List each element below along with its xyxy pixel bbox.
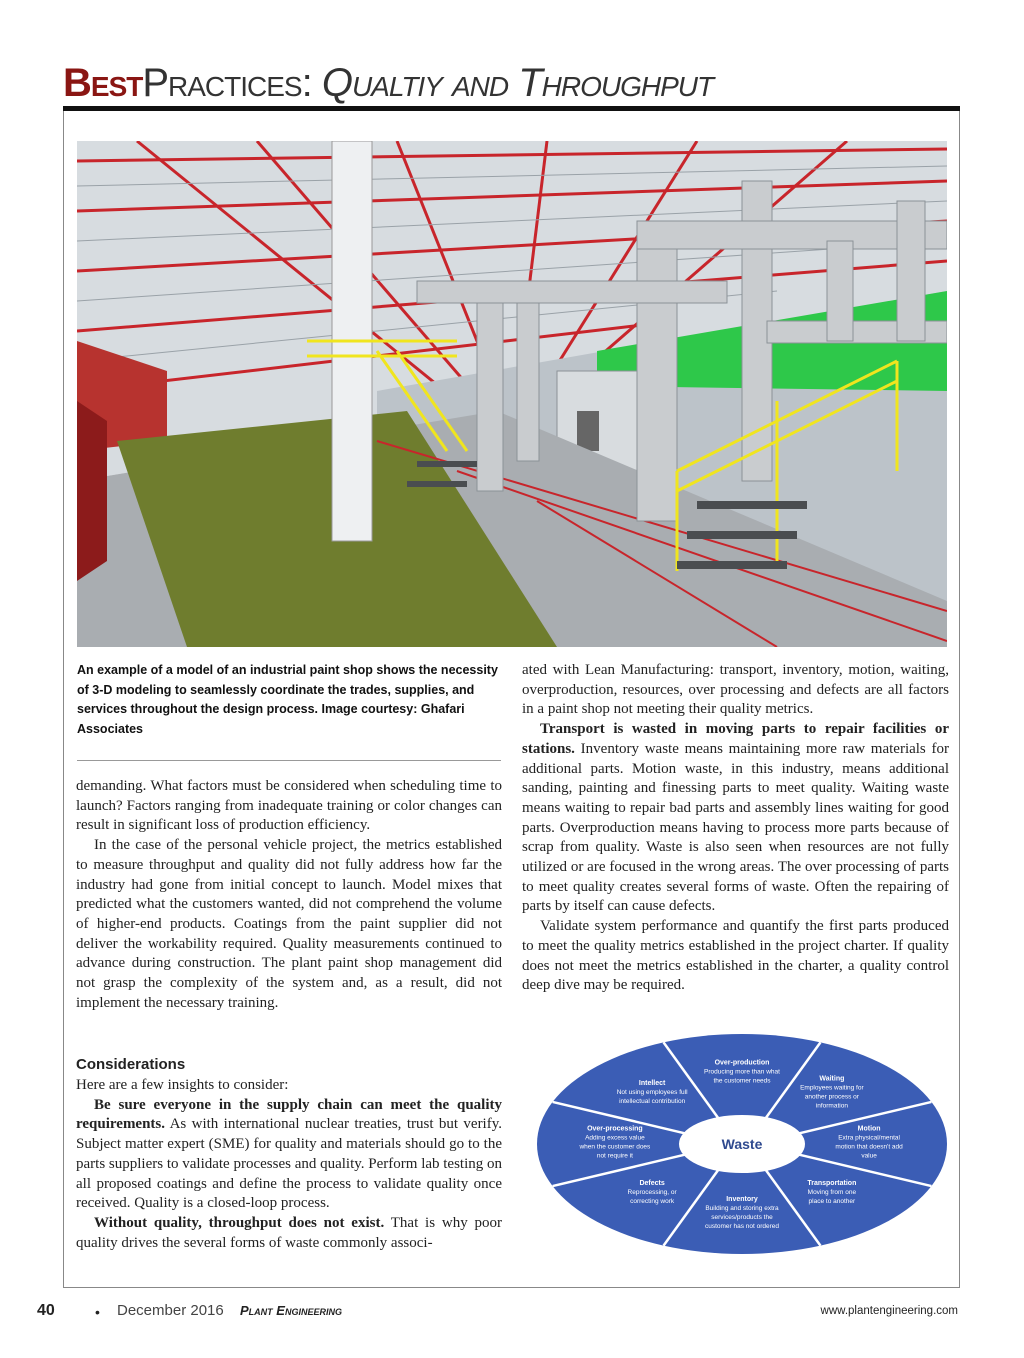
waste-segment-description: information	[815, 1102, 848, 1110]
waste-segment-description: intellectual contribution	[619, 1098, 686, 1106]
waste-segment-title: Motion	[857, 1125, 881, 1133]
waste-segment-title: Inventory	[726, 1195, 758, 1203]
left-column-top	[76, 777, 502, 1013]
paint-shop-photo	[77, 141, 947, 647]
caption-rule	[77, 760, 501, 761]
left-para-5	[76, 1214, 502, 1253]
booth-window	[577, 411, 599, 451]
left-para-5-rest: That is why poor quality drives the several forms of waste commonly associ-	[76, 1214, 502, 1251]
title-rule	[63, 106, 960, 111]
footer-separator: •	[95, 1304, 100, 1320]
left-para-4-bold: Be sure everyone in the supply chain can meet the quality requirements.	[76, 1096, 502, 1133]
left-para-2: In the case of the personal vehicle project, the metrics established to measure throughput and quality did not fully address how far the industry had gone from initial concept to launch. Model mixes that predicted what the customers wanted, did not comprehend the volume of higher-end products. Coatings from the paint supplier did not deliver the workability required. Quality measurements continued to advance during construction. The plant paint shop management did not grasp the complexity of the system and, as a result, did not implement the necessary training.	[76, 837, 502, 1011]
waste-segment-description: motion that doesn't add	[835, 1143, 903, 1151]
footer-url[interactable]: www.plantengineering.com	[820, 1305, 958, 1317]
left-para-1: demanding. What factors must be considered when scheduling time to launch? Factors ranging from inadequate training or color changes can result in significant loss of production efficiency.	[76, 778, 502, 834]
header-brand-rest: Practices:	[142, 61, 322, 105]
footer-magazine: Plant Engineering	[240, 1303, 342, 1318]
waste-segment-description: correcting work	[630, 1197, 675, 1205]
waste-segment-description: customer has not ordered	[704, 1222, 780, 1230]
right-para-2-rest: Inventory waste means maintaining more raw materials for additional parts. Motion waste, in this industry, means additional sanding, painting and finessing parts to meet quality. Waiting waste means waiting to repair bad parts and assembly lines waiting for good parts. Overproduction means having to process more parts because of scrap from quality. Waste is also seen when resources are not fully utilized or are focused in the wrong areas. The over processing of parts to meet quality creates several forms of waste. Often the repairing of parts by itself can cause defects.	[522, 740, 949, 915]
waste-segment-description: Building and storing extra	[705, 1204, 779, 1212]
waste-segment-description: Employees waiting for	[800, 1084, 864, 1092]
left-para-3: Here are a few insights to consider:	[76, 1077, 289, 1093]
waste-segment-description: services/products the	[711, 1213, 773, 1221]
waste-segment-description: Not using employees full	[616, 1089, 688, 1097]
caption-text: An example of a model of an industrial paint shop shows the necessity of 3-D modeling to seamlessly coordinate the trades, supplies, and services throughout the design process. Image courtesy: Ghafari Associates	[77, 663, 498, 736]
left-para-4-rest: As with international nuclear treaties, trust but verify. Subject matter expert (SME) for quality and materials should go to the parts suppliers to validate processes and quality. Perform lab testing on all proposed coatings and define the process to validate quality once received. Quality is a closed-loop process.	[76, 1116, 503, 1212]
frame-right-border	[959, 111, 960, 1288]
right-para-2	[522, 720, 949, 917]
header-subtitle: Qualtiy and Throughput	[321, 61, 714, 105]
waste-segment-description: value	[861, 1152, 877, 1160]
waste-segment-description: the customer needs	[713, 1077, 771, 1085]
waste-center-label: Waste	[721, 1136, 763, 1152]
waste-segment-description: Moving from one	[807, 1188, 857, 1196]
waste-segment-title: Over-processing	[587, 1125, 643, 1133]
waste-segment-description: Adding excess value	[585, 1134, 645, 1142]
frame-left-border	[63, 111, 64, 1288]
waste-segment-description: another process or	[804, 1093, 859, 1101]
waste-segment-description: not require it	[596, 1152, 633, 1160]
waste-diagram	[533, 1030, 951, 1258]
left-para-5-bold: Without quality, throughput does not exist.	[94, 1214, 385, 1231]
waste-segment-description: place to another	[808, 1197, 856, 1205]
left-red-wall	[77, 401, 107, 581]
waste-segment-title: Defects	[639, 1179, 665, 1187]
photo-caption	[77, 661, 507, 739]
right-para-1: ated with Lean Manufacturing: transport, inventory, motion, waiting, overproduction, resources, over processing and defects are all factors in a paint shop not meeting their quality metrics.	[522, 662, 949, 718]
left-column-bottom	[76, 1054, 502, 1253]
waste-segment-title: Transportation	[807, 1179, 857, 1187]
header-brand-bold: Best	[63, 61, 143, 105]
waste-diagram-svg	[533, 1030, 951, 1258]
footer-page-number: 40	[37, 1302, 55, 1319]
paint-shop-illustration	[77, 141, 947, 647]
footer-date: December 2016	[117, 1302, 224, 1319]
waste-segment-description: Reprocessing, or	[627, 1188, 677, 1196]
waste-segment-description: Extra physical/mental	[838, 1134, 900, 1142]
waste-segment-title: Intellect	[638, 1080, 666, 1088]
waste-segment-description: Producing more than what	[704, 1068, 780, 1076]
considerations-heading: Considerations	[76, 1056, 186, 1073]
waste-segment-title: Waiting	[819, 1075, 845, 1083]
page-header	[63, 60, 713, 106]
waste-segment-title: Over-production	[714, 1059, 770, 1067]
waste-segment-description: when the customer does	[579, 1143, 651, 1151]
right-column	[522, 661, 949, 996]
right-para-3: Validate system performance and quantify the first parts produced to meet the quality metrics established in the project charter. If quality does not meet the metrics established in the charter, a quality control deep dive may be required.	[522, 918, 949, 994]
left-para-4	[76, 1096, 502, 1214]
right-para-2-bold: Transport is wasted in moving parts to repair facilities or stations.	[522, 721, 949, 757]
frame-bottom-border	[63, 1287, 960, 1288]
